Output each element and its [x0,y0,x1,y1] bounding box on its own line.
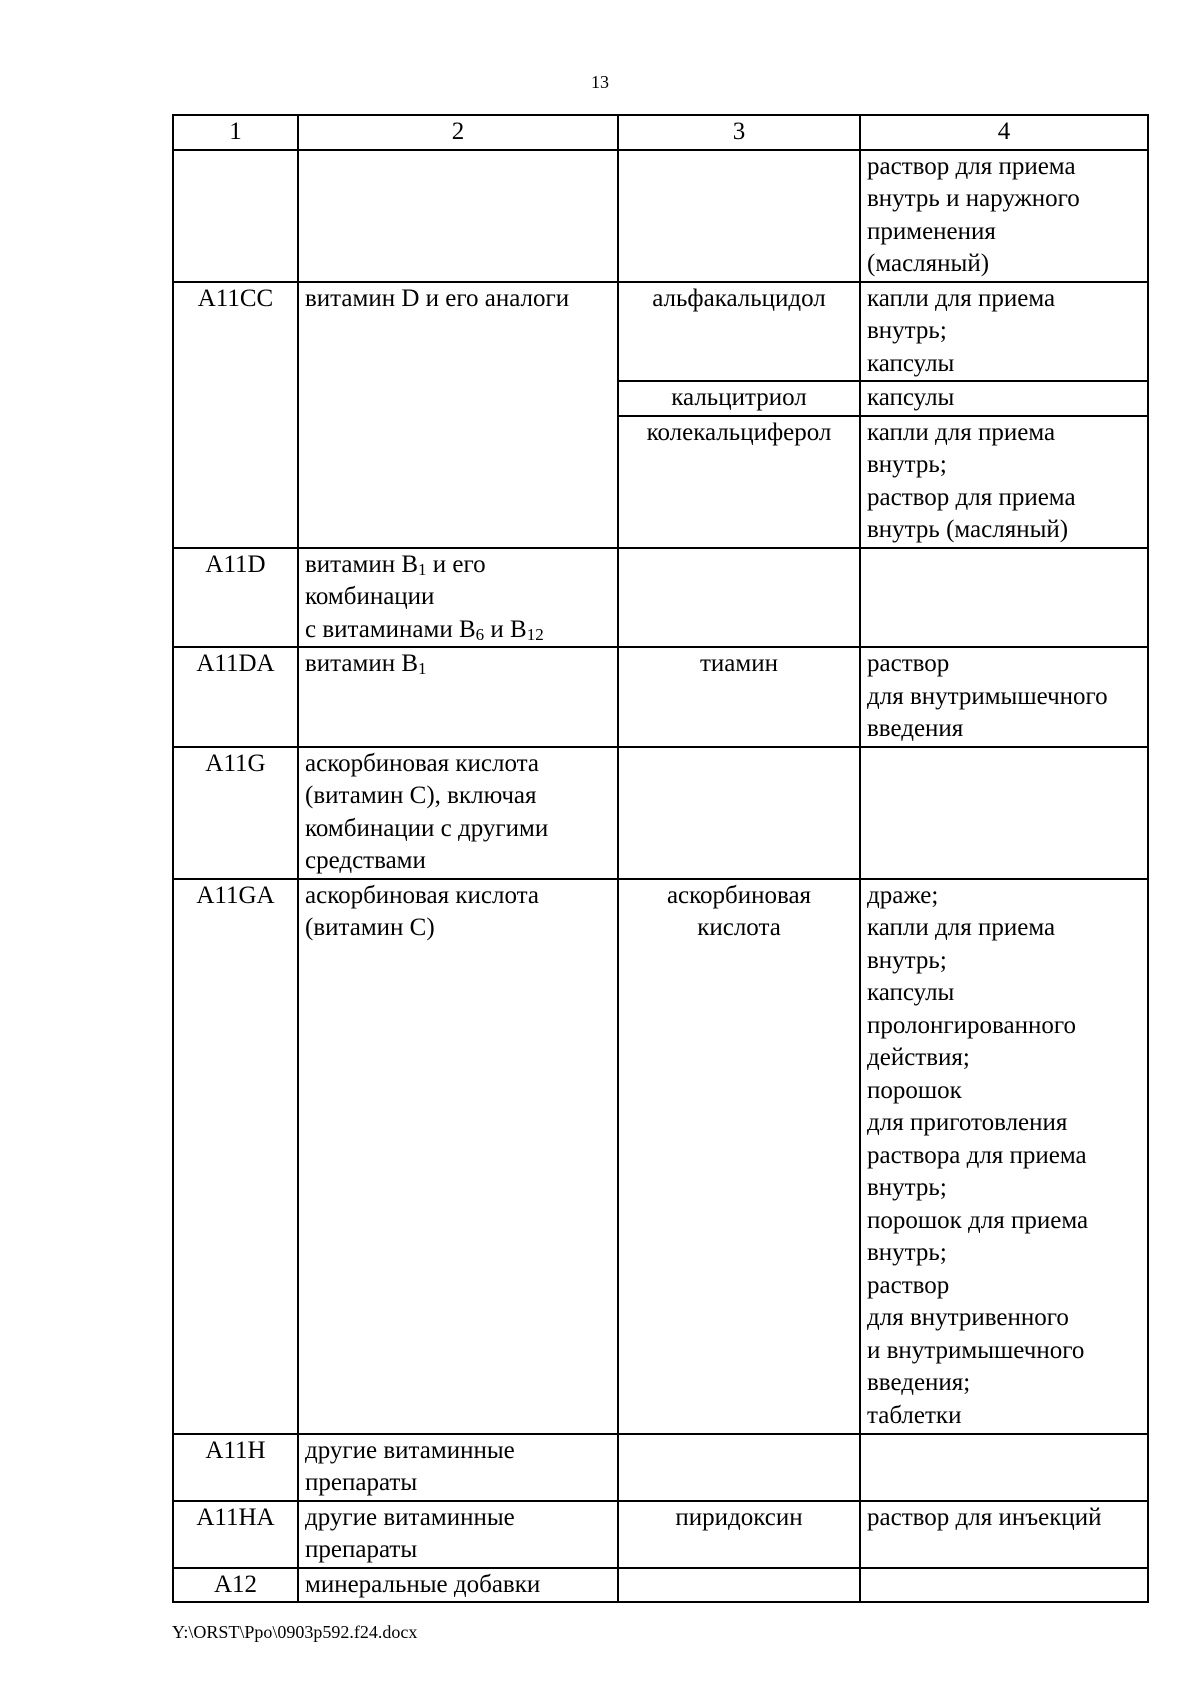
forms-cell [860,150,1148,282]
group-text: витамин B [305,650,419,677]
group-line: средствами [305,847,426,874]
column-header: 2 [298,115,618,150]
atc-code-cell: A12 [173,1568,298,1603]
atc-code-cell [173,150,298,282]
inn-line: аскорбиновая [666,881,812,909]
atc-code-cell: A11DA [173,647,298,747]
table-row [173,879,1148,1434]
form-line: действия; [867,1044,970,1071]
form-line: драже; [867,881,939,909]
group-text: витамин B [305,550,419,578]
form-line: внутрь; [867,1239,947,1266]
table-row [173,548,1148,648]
form-line: внутрь; [867,451,947,478]
inn-cell [618,1568,860,1603]
table-row [173,1568,1148,1603]
group-line: витамин D и его аналоги [305,284,570,312]
group-line: другие витаминные [305,1436,515,1464]
group-line: минеральные добавки [305,1570,541,1598]
group-line: препараты [305,1469,418,1496]
atc-code-cell: A11G [173,747,298,879]
table-row [173,1434,1148,1501]
group-text: и его [426,550,486,578]
inn-line: кислота [697,914,781,941]
form-line: раствор для инъекций [867,1503,1102,1531]
forms-cell [860,1568,1148,1603]
inn-line: пиридоксин [675,1503,803,1531]
forms-cell [860,416,1148,548]
atc-code-cell: A11D [173,548,298,648]
inn-cell [618,416,860,548]
group-line: аскорбиновая кислота [305,881,539,909]
page-number: 13 [591,72,609,92]
form-line: капсулы [867,349,955,377]
inn-cell [618,1434,860,1501]
form-line: порошок для приема [867,1206,1089,1234]
group-cell [298,879,618,1434]
form-line: раствор [867,650,950,677]
forms-cell [860,879,1148,1434]
group-text: и B [484,615,527,643]
forms-cell [860,381,1148,416]
forms-cell [860,747,1148,879]
subscript: 1 [418,559,427,579]
inn-cell [618,647,860,747]
form-line: раствора для приема [867,1141,1087,1169]
inn-line: тиамин [700,650,778,677]
group-cell [298,1568,618,1603]
inn-cell [618,879,860,1434]
group-line [305,549,611,582]
inn-cell [618,381,860,416]
group-cell [298,1501,618,1568]
form-line: введения [867,715,964,742]
form-line: внутрь и наружного [867,185,1080,212]
group-cell [298,548,618,648]
form-line: раствор для приема [867,483,1076,511]
form-line: таблетки [867,1401,962,1429]
group-line: (витамин C) [305,914,435,941]
inn-line: альфакальцидол [652,284,826,312]
form-line: капли для приема [867,418,1056,446]
drug-table [172,114,1149,1603]
form-line: раствор [867,1271,950,1299]
table-header-row [173,115,1148,150]
forms-cell [860,647,1148,747]
subscript: 1 [418,659,427,678]
atc-code-cell: A11CC [173,282,298,548]
form-line: порошок [867,1076,962,1104]
column-header: 4 [860,115,1148,150]
form-line: внутрь (масляный) [867,516,1069,543]
table-row [173,150,1148,282]
form-line: для внутримышечного [867,682,1108,710]
group-line: комбинации [305,583,435,610]
table-row [173,647,1148,747]
group-line: аскорбиновая кислота [305,749,539,777]
subscript: 12 [526,624,544,644]
group-line [305,614,611,647]
subscript: 6 [475,624,485,644]
form-line: и внутримышечного [867,1336,1085,1364]
form-line: капли для приема [867,284,1056,312]
group-line: комбинации с другими [305,814,549,842]
atc-code-cell: A11HA [173,1501,298,1568]
form-line: раствор для приема [867,152,1076,180]
form-line: капсулы [867,384,955,411]
inn-line: колекальциферол [646,418,832,446]
column-header: 1 [173,115,298,150]
group-line: препараты [305,1536,418,1563]
form-line: применения [867,217,996,245]
inn-cell [618,150,860,282]
forms-cell [860,282,1148,382]
form-line: введения; [867,1369,971,1396]
inn-cell [618,282,860,382]
form-line: для приготовления [867,1109,1068,1136]
group-cell [298,282,618,548]
form-line: внутрь; [867,946,947,974]
group-cell [298,647,618,747]
column-header: 3 [618,115,860,150]
group-line: другие витаминные [305,1503,515,1531]
form-line: капсулы [867,979,955,1006]
group-cell [298,150,618,282]
footer-file-path: Y:\ORST\Ppo\0903p592.f24.docx [172,1622,418,1642]
table-row [173,282,1148,382]
group-text: с витаминами B [305,615,476,643]
forms-cell [860,1434,1148,1501]
inn-line: кальцитриол [671,384,807,411]
form-line: внутрь; [867,317,947,344]
group-cell [298,1434,618,1501]
form-line: внутрь; [867,1174,947,1201]
form-line: капли для приема [867,914,1056,941]
forms-cell [860,548,1148,648]
group-line [305,648,611,681]
inn-cell [618,548,860,648]
form-line: пролонгированного [867,1011,1076,1039]
table-row [173,1501,1148,1568]
group-cell [298,747,618,879]
table-row [173,747,1148,879]
atc-code-cell: A11H [173,1434,298,1501]
inn-cell [618,1501,860,1568]
form-line: (масляный) [867,250,990,277]
group-line: (витамин C), включая [305,782,537,809]
atc-code-cell: A11GA [173,879,298,1434]
forms-cell [860,1501,1148,1568]
form-line: для внутривенного [867,1304,1069,1331]
inn-cell [618,747,860,879]
